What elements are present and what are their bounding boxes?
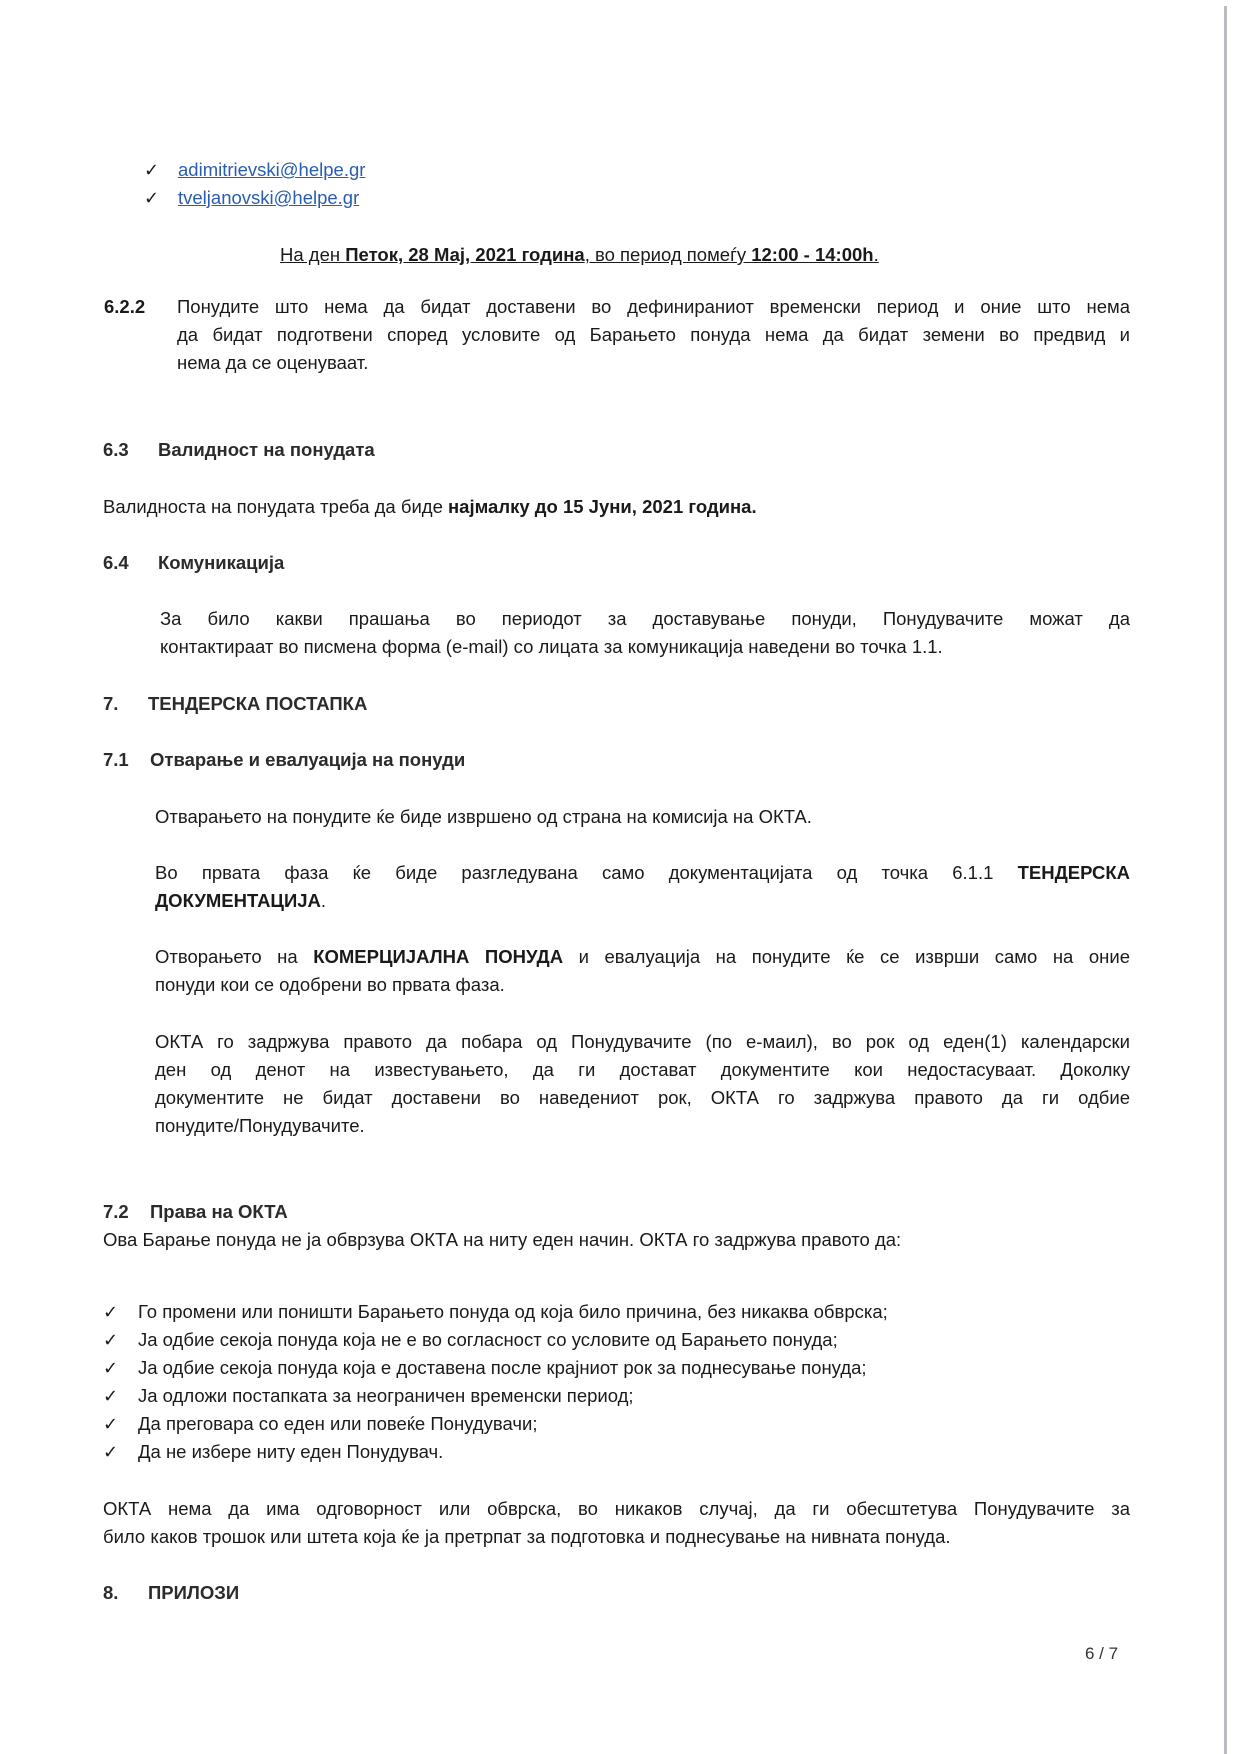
- checkmark-icon: ✓: [103, 1302, 119, 1322]
- communication-paragraph-line: За било какви прашања во периодот за доставување понуди, Понудувачите можат да: [160, 608, 1130, 629]
- checkmark-icon: ✓: [103, 1386, 119, 1406]
- commercial-text: и евалуација на понудите ќе се изврши само на оние: [563, 946, 1130, 967]
- commercial-bold: КОМЕРЦИЈАЛНА ПОНУДА: [313, 946, 564, 967]
- deadline-text: .: [873, 244, 879, 265]
- deadline-date: Петок, 28 Мај, 2021 година: [345, 244, 585, 265]
- liability-paragraph-line: било каков трошок или штета која ќе ја претрпат за подготовка и поднесување на нивната понуда.: [103, 1526, 951, 1547]
- section-number-7-1: 7.1: [103, 749, 129, 770]
- checkmark-icon: ✓: [103, 1330, 119, 1350]
- section-title-tender-procedure: ТЕНДЕРСКА ПОСТАПКА: [148, 693, 368, 714]
- okta-rights-paragraph-line: ден од денот на известувањето, да ги достават документите кои недостасуваат. Доколку: [155, 1059, 1130, 1080]
- section-number-6-4: 6.4: [103, 552, 129, 573]
- rights-list-item: Ја одбие секоја понуда која не е во согласност со условите од Барањето понуда;: [138, 1329, 838, 1350]
- commercial-offer-paragraph-line: понуди кои се одобрени во првата фаза.: [155, 974, 505, 995]
- rights-list-item: Да преговара со еден или повеќе Понудувачи;: [138, 1413, 538, 1434]
- section-title-communication: Комуникација: [158, 552, 285, 573]
- communication-paragraph-line: контактираат во писмена форма (e-mail) со лицата за комуникација наведени во точка 1.1.: [160, 636, 943, 657]
- page-edge-line: [1224, 6, 1227, 1754]
- okta-rights-paragraph-line: ОКТА го задржува правото да побара од Понудувачите (по е-маил), во рок од еден(1) календарски: [155, 1031, 1130, 1052]
- rights-list-item: Го промени или поништи Барањето понуда од која било причина, без никаква обврска;: [138, 1301, 888, 1322]
- liability-paragraph-line: ОКТА нема да има одговорност или обврска, во никаков случај, да ги обесштетува Понудувачите за: [103, 1498, 1130, 1519]
- checkmark-icon: ✓: [103, 1442, 119, 1462]
- rights-list-item: Ја одбие секоја понуда која е доставена после крајниот рок за поднесување понуда;: [138, 1357, 867, 1378]
- email-link-adimitrievski[interactable]: adimitrievski@helpe.gr: [178, 159, 366, 180]
- submission-deadline: [280, 241, 879, 269]
- checkmark-icon: ✓: [103, 1414, 119, 1434]
- opening-paragraph: Отварањето на понудите ќе биде извршено од страна на комисија на ОКТА.: [155, 806, 812, 827]
- rights-list-item: Ја одложи постапката за неограничен временски период;: [138, 1385, 634, 1406]
- rights-list-item: Да не избере ниту еден Понудувач.: [138, 1441, 444, 1462]
- first-phase-bold: ТЕНДЕРСКА: [1017, 862, 1130, 883]
- deadline-text: На ден: [280, 244, 346, 265]
- section-number-6-3: 6.3: [103, 439, 129, 460]
- validity-paragraph: [103, 493, 757, 521]
- checkmark-icon: ✓: [103, 1358, 119, 1378]
- validity-text: Валидноста на понудата треба да биде: [103, 496, 448, 517]
- section-title-opening-evaluation: Отварање и евалуација на понуди: [150, 749, 466, 770]
- okta-rights-paragraph-line: документите не бидат доставени во наведениот рок, ОКТА го задржува правото да ги одбие: [155, 1087, 1130, 1108]
- section-title-okta-rights: Права на ОКТА: [150, 1201, 288, 1222]
- deadline-time: 12:00 - 14:00h: [751, 244, 874, 265]
- first-phase-text: Во првата фаза ќе биде разгледувана само документацијата од точка 6.1.1: [155, 862, 1018, 883]
- paragraph-6-2-2-line: нема да се оценуваат.: [177, 352, 369, 373]
- checkmark-icon: ✓: [144, 160, 160, 180]
- page-number: 6 / 7: [1085, 1644, 1119, 1663]
- section-number-8: 8.: [103, 1582, 119, 1603]
- section-number-7: 7.: [103, 693, 119, 714]
- paragraph-6-2-2-line: Понудите што нема да бидат доставени во дефинираниот временски период и оние што нема: [177, 296, 1130, 317]
- first-phase-bold: ДОКУМЕНТАЦИЈА: [155, 890, 321, 911]
- checkmark-icon: ✓: [144, 188, 160, 208]
- first-phase-text: .: [320, 890, 327, 911]
- okta-rights-paragraph-line: понудите/Понудувачите.: [155, 1115, 365, 1136]
- okta-rights-intro: Ова Барање понуда не ја обврзува ОКТА на ниту еден начин. ОКТА го задржува правото да:: [103, 1229, 902, 1250]
- validity-date: најмалку до 15 Јуни, 2021 година.: [448, 496, 757, 517]
- commercial-offer-paragraph-line: [155, 943, 1130, 971]
- email-link-tveljanovski[interactable]: tveljanovski@helpe.gr: [178, 187, 360, 208]
- section-number-6-2-2: 6.2.2: [104, 296, 146, 317]
- first-phase-paragraph-line: [155, 887, 326, 915]
- paragraph-6-2-2-line: да бидат подготвени според условите од Барањето понуда нема да бидат земени во предвид и: [177, 324, 1130, 345]
- section-title-attachments: ПРИЛОЗИ: [148, 1582, 240, 1603]
- section-number-7-2: 7.2: [103, 1201, 129, 1222]
- first-phase-paragraph-line: [155, 859, 1130, 887]
- commercial-text: Отворањето на: [155, 946, 314, 967]
- deadline-text: , во период помеѓу: [584, 244, 752, 265]
- section-title-validity: Валидност на понудата: [158, 439, 375, 460]
